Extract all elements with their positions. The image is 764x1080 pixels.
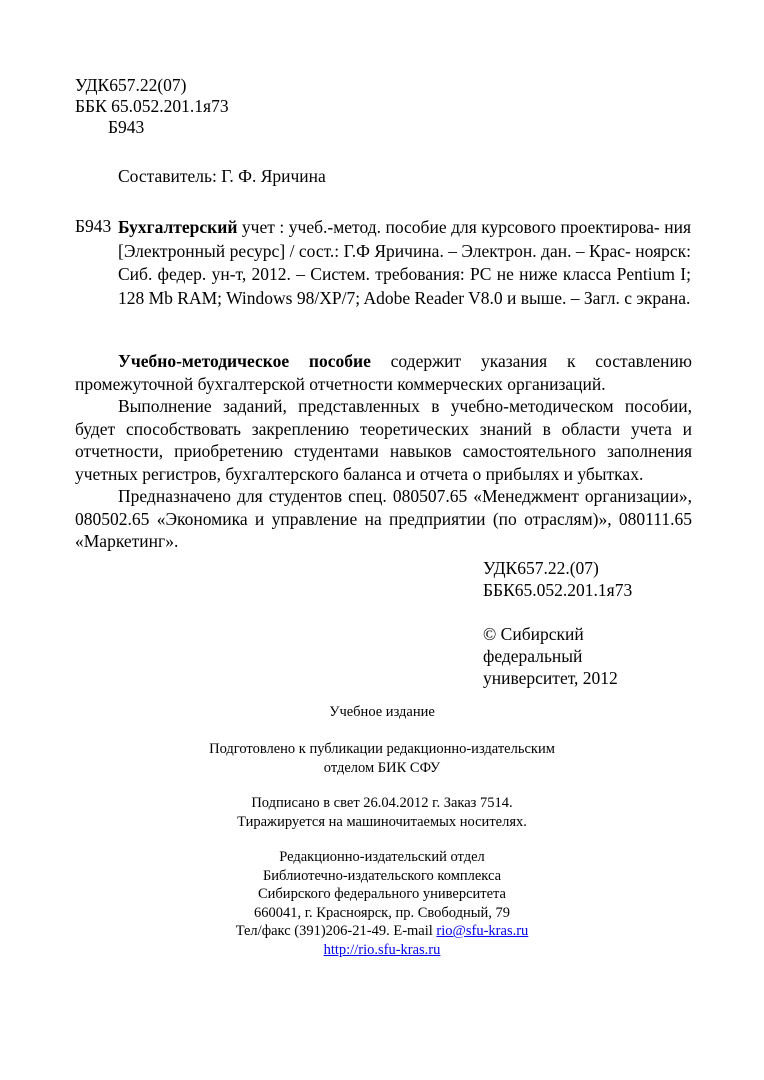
right-bbk-code: ББК65.052.201.1я73: [483, 580, 633, 600]
email-link[interactable]: rio@sfu-kras.ru: [436, 923, 529, 939]
copyright-line: федеральный: [483, 646, 583, 666]
abstract-bold-lead: Учебно-методическое пособие: [118, 351, 371, 371]
right-codes-block: [483, 557, 632, 689]
website-line: [0, 941, 764, 960]
publisher-line: Редакционно-издательский отдел: [279, 849, 485, 865]
right-udk-code: УДК657.22.(07): [483, 558, 599, 578]
compiler-line: Составитель: Г. Ф. Яричина: [118, 166, 326, 186]
abstract-paragraph-2: Выполнение заданий, представленных в учебно-методическом пособии, будет способствовать закреплению теоретических знаний в области учета и отчетности, приобретению студентами навыков самостоятельного заполнения учетных регистров, бухгалтерского баланса и отчета о прибылях и убытках.: [75, 396, 692, 484]
abstract-paragraph-1: [75, 350, 692, 395]
prepared-line: Подготовлено к публикации редакционно-издательским: [209, 741, 555, 757]
publisher-line: Библиотечно-издательского комплекса: [262, 867, 502, 884]
contact-prefix: Тел/факс (391)206-21-49. E-mail: [235, 923, 437, 939]
abstract-p1-text: содержит указания к составлению промежуточной бухгалтерской отчетности коммерческих организаций.: [75, 351, 692, 394]
bbk-code: ББК 65.052.201.1я73: [75, 96, 229, 116]
prepared-by: [0, 740, 764, 777]
publisher-line: Сибирского федерального университета: [258, 886, 506, 902]
edition-type-text: Учебное издание: [329, 704, 435, 720]
biblio-title-bold: Бухгалтерский: [118, 217, 238, 237]
classification-codes: [75, 75, 229, 138]
copyright-line: © Сибирский: [483, 624, 584, 644]
prepared-line: отделом БИК СФУ: [323, 759, 441, 776]
website-link[interactable]: http://rio.sfu-kras.ru: [323, 941, 441, 958]
author-mark: Б943: [108, 117, 145, 137]
abstract: [75, 350, 692, 553]
biblio-line: Pentium I; 128 Mb RAM; Windows 98/XP/7; Adobe Reader V8.0 и выше. –: [118, 264, 692, 308]
biblio-code: Б943: [75, 216, 112, 236]
signed-line: Тиражируется на машиночитаемых носителях.: [237, 813, 527, 830]
copyright-line: университет, 2012: [483, 668, 618, 688]
udk-code: УДК657.22(07): [75, 75, 187, 95]
contact-line: [0, 922, 764, 941]
biblio-line: ноярск: Сиб. федер. ун-т, 2012. – Систем. требования: PC не ниже класса: [118, 240, 692, 284]
abstract-paragraph-3: Предназначено для студентов спец. 080507.65 «Менеджмент организации», 080502.65 «Экономика и управление на предприятии (по отраслям)», 080111.65 «Маркетинг».: [75, 486, 692, 551]
publisher-line: 660041, г. Красноярск, пр. Свободный, 79: [253, 904, 510, 921]
signed-line: Подписано в свет 26.04.2012 г. Заказ 7514.: [251, 795, 513, 811]
edition-type: [0, 703, 764, 722]
publisher-info: [0, 848, 764, 959]
biblio-line: учет : учеб.-метод. пособие для курсового проектирова-: [237, 217, 660, 237]
biblio-text: [118, 216, 691, 310]
signed-info: [0, 794, 764, 831]
biblio-line: Загл. с экрана.: [583, 287, 691, 308]
biblio-line: ния [Электронный ресурс] / сост.: Г.Ф Яричина. – Электрон. дан. – Крас-: [118, 217, 692, 261]
